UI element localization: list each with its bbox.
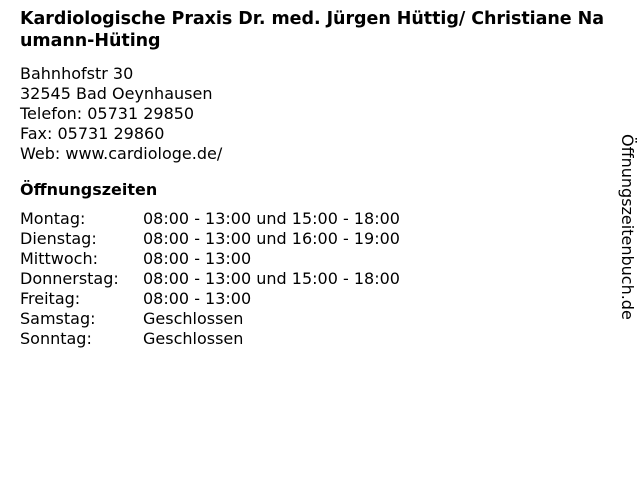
opening-hours-table — [20, 209, 616, 349]
hours-row-tuesday — [20, 229, 616, 249]
day-label: Mittwoch: — [20, 249, 98, 268]
fax-number: Fax: 05731 29860 — [20, 124, 165, 143]
hours-row-sunday — [20, 329, 616, 349]
hours-row-monday — [20, 209, 616, 229]
hours-value: Geschlossen — [143, 329, 244, 348]
hours-value: 08:00 - 13:00 und 16:00 - 19:00 — [143, 229, 400, 248]
hours-value: 08:00 - 13:00 — [143, 249, 252, 268]
hours-row-thursday — [20, 269, 616, 289]
day-label: Sonntag: — [20, 329, 92, 348]
day-label: Donnerstag: — [20, 269, 119, 288]
hours-row-saturday — [20, 309, 616, 329]
opening-hours-heading: Öffnungszeiten — [20, 180, 158, 199]
hours-row-friday — [20, 289, 616, 309]
day-label: Dienstag: — [20, 229, 97, 248]
hours-value: 08:00 - 13:00 und 15:00 - 18:00 — [143, 269, 400, 288]
address-block — [20, 64, 616, 164]
hours-value: Geschlossen — [143, 309, 244, 328]
hours-row-wednesday — [20, 249, 616, 269]
phone-number: Telefon: 05731 29850 — [20, 104, 195, 123]
day-label: Montag: — [20, 209, 86, 228]
website: Web: www.cardiologe.de/ — [20, 144, 223, 163]
practice-title: Kardiologische Praxis Dr. med. Jürgen Hüttig/ Christiane Naumann-Hüting — [20, 9, 604, 51]
hours-value: 08:00 - 13:00 — [143, 289, 252, 308]
day-label: Freitag: — [20, 289, 81, 308]
hours-value: 08:00 - 13:00 und 15:00 - 18:00 — [143, 209, 400, 228]
day-label: Samstag: — [20, 309, 96, 328]
city-address: 32545 Bad Oeynhausen — [20, 84, 213, 103]
vertical-watermark: Öffnungszeitenbuch.de — [618, 134, 637, 320]
practice-card — [20, 8, 616, 349]
street-address: Bahnhofstr 30 — [20, 64, 134, 83]
